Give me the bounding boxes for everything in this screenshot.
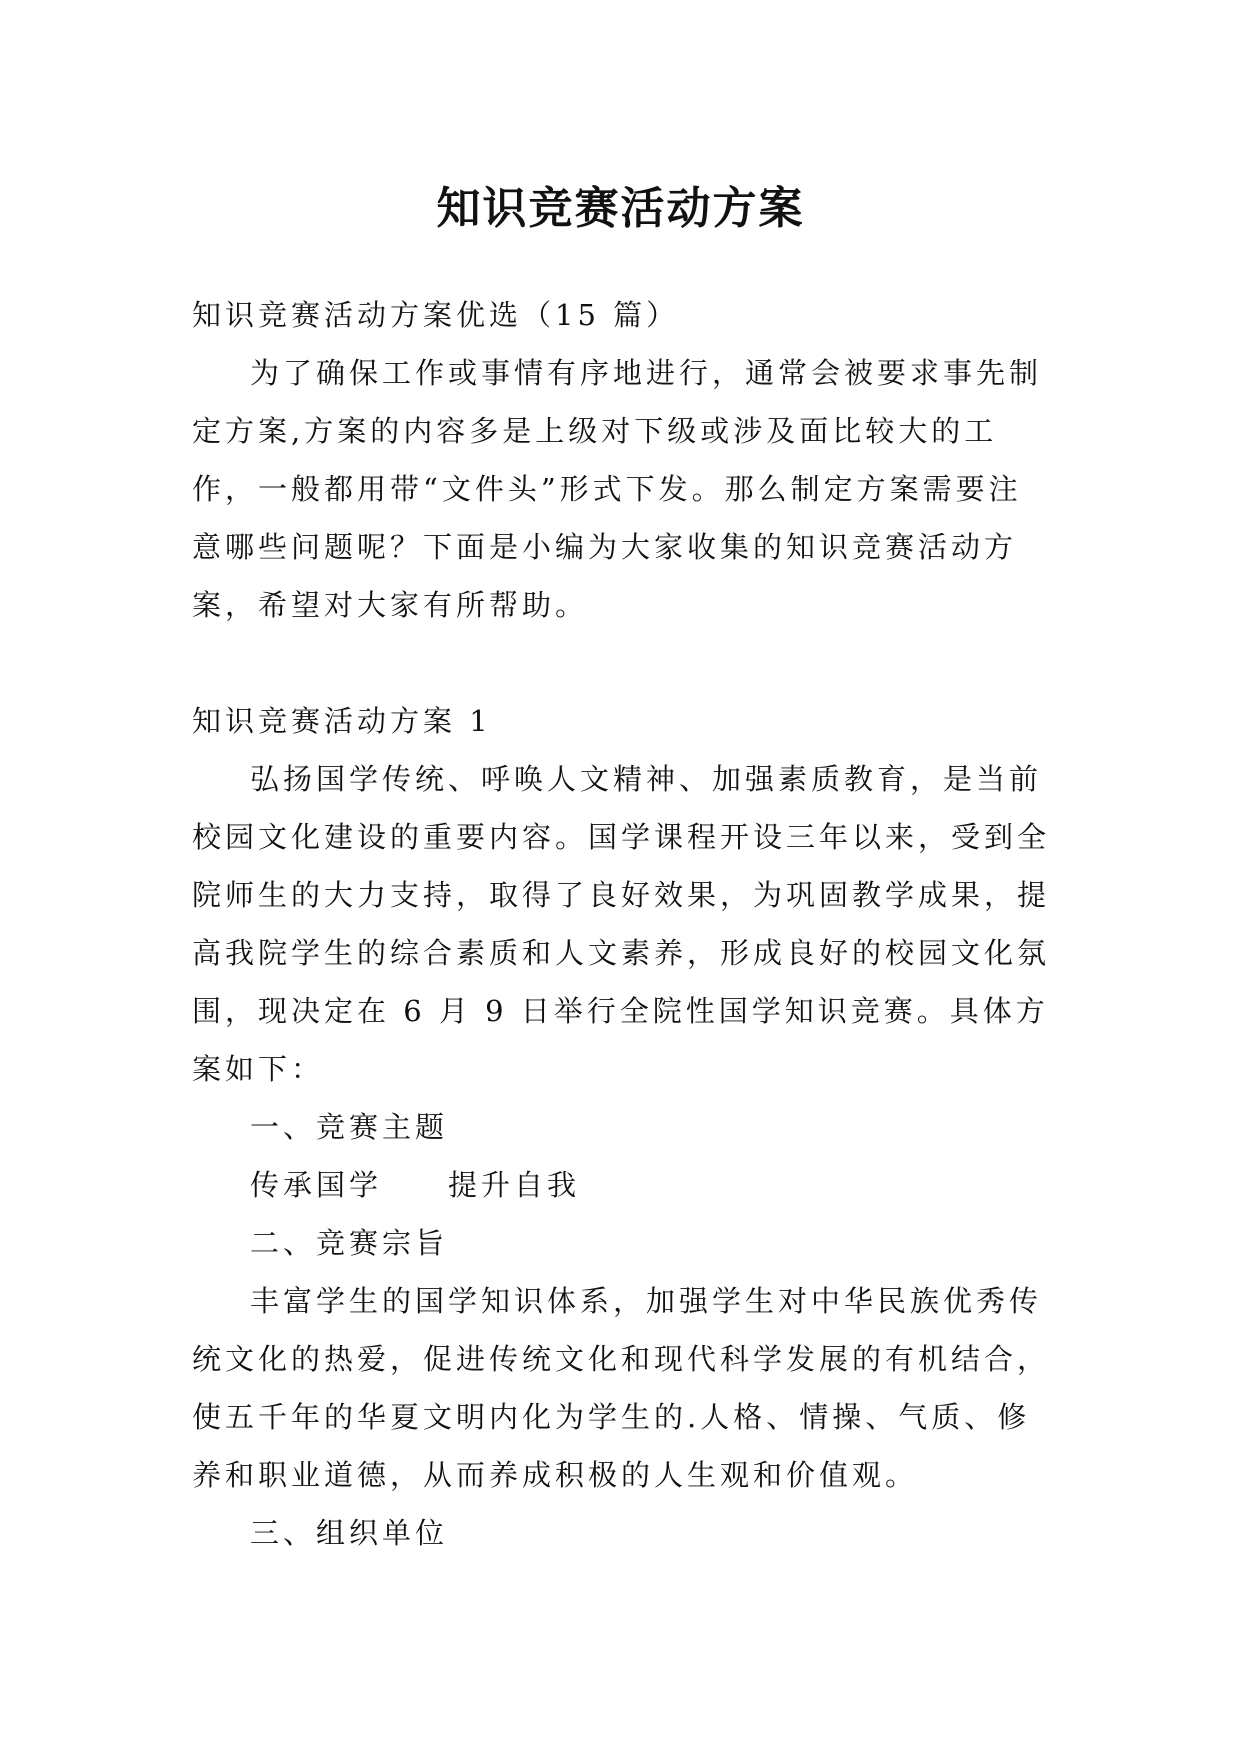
document-body — [192, 286, 1052, 1562]
item-heading-theme: 一、竞赛主题 — [250, 1110, 449, 1144]
paragraph-gap — [192, 634, 1052, 692]
page-title: 知识竞赛活动方案 — [436, 183, 805, 235]
document-subtitle: 知识竞赛活动方案优选（15 篇） — [192, 298, 680, 332]
item-heading-organizer: 三、组织单位 — [250, 1516, 449, 1550]
item-text-theme: 传承国学 提升自我 — [250, 1168, 581, 1202]
section-paragraph: 弘扬国学传统、呼唤人文精神、加强素质教育，是当前校园文化建设的重要内容。国学课程开设三年以来，受到全院师生的大力支持，取得了良好效果，为巩固教学成果，提高我院学生的综合素质和人文素养，形成良好的校园文化氛围，现决定在 6 月 9 日举行全院性国学知识竞赛。具体方案如下： — [192, 762, 1051, 1086]
intro-paragraph: 为了确保工作或事情有序地进行，通常会被要求事先制定方案,方案的内容多是上级对下级或涉及面比较大的工作，一般都用带“文件头”形式下发。那么制定方案需要注意哪些问题呢？下面是小编为大家收集的知识竞赛活动方案，希望对大家有所帮助。 — [192, 356, 1043, 622]
section-heading: 知识竞赛活动方案 1 — [192, 704, 492, 738]
item-heading-purpose: 二、竞赛宗旨 — [250, 1226, 449, 1260]
item-text-purpose: 丰富学生的国学知识体系，加强学生对中华民族优秀传统文化的热爱，促进传统文化和现代科学发展的有机结合，使五千年的华夏文明内化为学生的.人格、情操、气质、修养和职业道德，从而养成积极的人生观和价值观。 — [192, 1284, 1051, 1492]
